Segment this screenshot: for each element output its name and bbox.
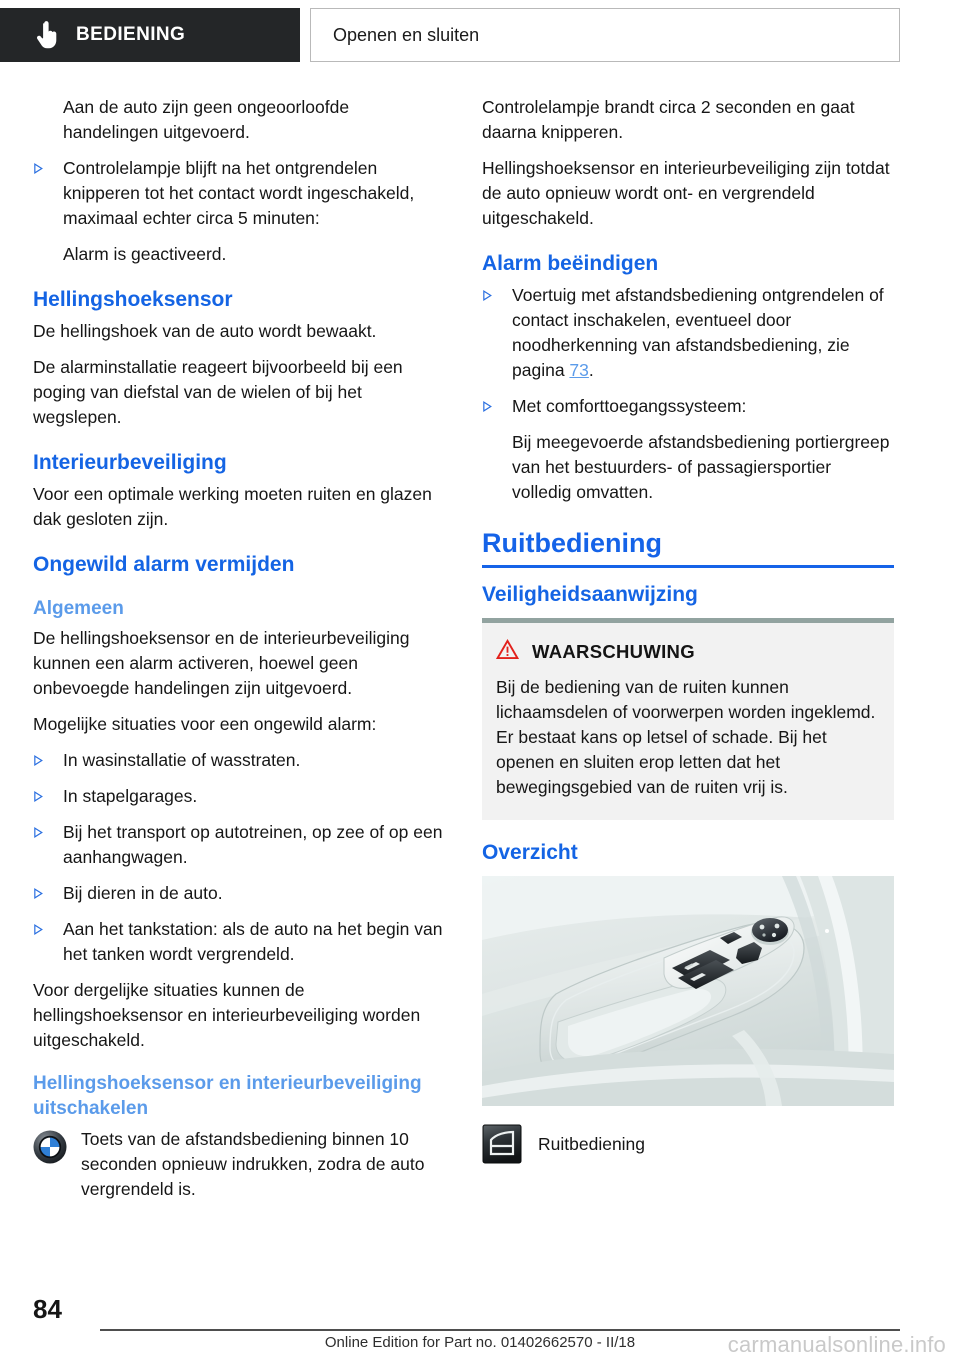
bullet-item <box>33 156 445 231</box>
heading-interieurbeveiliging: Interieurbeveiliging <box>33 451 227 474</box>
bullet-label: Met comforttoegangssysteem: <box>512 396 747 416</box>
paragraph: Bij meegevoerde afstandsbediening portiergreep van het bestuurders- of passagiersportier volledig omvatten. <box>512 432 890 502</box>
triangle-bullet-icon <box>33 881 63 899</box>
heading-overzicht: Overzicht <box>482 841 578 864</box>
triangle-bullet-icon <box>482 394 512 412</box>
page-reference-link[interactable]: 73 <box>569 360 589 380</box>
heading-uitschakelen: Hellingshoeksensor en interieurbeveiliging uitschakelen <box>33 1073 422 1119</box>
triangle-bullet-icon <box>33 784 63 802</box>
paragraph: De hellingshoek van de auto wordt bewaakt. <box>33 321 377 341</box>
bmw-note <box>33 1127 445 1202</box>
bullet-label: Aan het tankstation: als de auto na het begin van het tanken wordt vergrendeld. <box>63 919 443 964</box>
heading-ongewild-alarm-vermijden: Ongewild alarm vermijden <box>33 553 295 576</box>
paragraph: Voor dergelijke situaties kunnen de hellingshoeksensor en interieurbeveiliging worden uitgeschakeld. <box>33 980 421 1050</box>
bullet-item <box>33 881 445 906</box>
legend-label: Ruitbediening <box>538 1133 646 1154</box>
bullet-item <box>482 283 894 383</box>
bmw-roundel-icon <box>33 1130 67 1169</box>
bullet-item <box>33 784 445 809</box>
door-panel-figure <box>482 876 894 1106</box>
bmw-note-text: Toets van de afstandsbediening binnen 10 seconden opnieuw indrukken, zodra de auto vergrendeld is. <box>81 1129 425 1199</box>
paragraph: Alarm is geactiveerd. <box>63 244 227 264</box>
triangle-bullet-icon <box>33 156 63 174</box>
footer-divider <box>100 1329 900 1331</box>
page-columns <box>0 95 960 1275</box>
left-column <box>33 95 445 1202</box>
page-number: 84 <box>33 1294 62 1324</box>
paragraph: De hellingshoeksensor en de interieurbeveiliging kunnen een alarm activeren, hoewel geen onbevoegde handelingen zijn uitgevoerd. <box>33 628 410 698</box>
chapter-label: BEDIENING <box>76 24 186 45</box>
edition-note: Online Edition for Part no. 01402662570 - II/18 <box>324 1334 636 1351</box>
section-label: Openen en sluiten <box>333 24 480 45</box>
heading-ruitbediening: Ruitbediening <box>482 527 894 568</box>
warning-box <box>482 618 894 820</box>
bullet-label: In wasinstallatie of wasstraten. <box>63 750 301 770</box>
warning-body: Bij de bediening van de ruiten kunnen lichaamsdelen of voorwerpen worden ingeklemd. Er bestaat kans op letsel of schade. Bij het openen en sluiten erop letten dat het bewegingsgebied van de ruiten vrij is. <box>496 677 876 797</box>
warning-triangle-icon <box>496 639 519 665</box>
paragraph: Mogelijke situaties voor een ongewild alarm: <box>33 714 377 734</box>
bullet-item <box>33 748 445 773</box>
bullet-text-before: Voertuig met afstandsbediening ontgrendelen of contact inschakelen, eventueel door noodherkenning van afstandsbediening, zie pagina <box>512 285 884 380</box>
bullet-label: Bij dieren in de auto. <box>63 883 223 903</box>
triangle-bullet-icon <box>33 820 63 838</box>
paragraph: Hellingshoeksensor en interieurbeveiliging zijn totdat de auto opnieuw wordt ont- en vergrendeld uitgeschakeld. <box>482 158 890 228</box>
site-watermark: carmanualsonline.info <box>727 1332 946 1357</box>
paragraph: Controlelampje brandt circa 2 seconden en gaat daarna knipperen. <box>482 97 855 142</box>
heading-alarm-beeindigen: Alarm beëindigen <box>482 252 659 275</box>
paragraph: Aan de auto zijn geen ongeoorloofde handelingen uitgevoerd. <box>63 97 350 142</box>
heading-hellingshoeksensor: Hellingshoeksensor <box>33 288 233 311</box>
right-column <box>482 95 894 1164</box>
section-tab <box>310 8 900 62</box>
page-header <box>0 8 960 64</box>
triangle-bullet-icon <box>33 917 63 935</box>
bullet-item <box>33 917 445 967</box>
page-footer <box>0 1272 960 1362</box>
warning-header <box>496 639 880 665</box>
chapter-tab <box>0 8 300 62</box>
window-control-icon <box>482 1124 522 1164</box>
bullet-text-after: . <box>588 360 594 380</box>
heading-algemeen: Algemeen <box>33 598 124 619</box>
pointing-hand-icon <box>36 21 58 49</box>
bullet-item <box>33 820 445 870</box>
triangle-bullet-icon <box>482 283 512 301</box>
bullet-label-with-pageref <box>512 283 894 383</box>
heading-veiligheidsaanwijzing: Veiligheidsaanwijzing <box>482 583 698 606</box>
figure-legend-item <box>482 1124 894 1164</box>
bullet-item <box>482 394 894 419</box>
bullet-label: In stapelgarages. <box>63 786 198 806</box>
bullet-label: Controlelampje blijft na het ontgrendelen knipperen tot het contact wordt ingeschakeld, maximaal echter circa 5 minuten: <box>63 158 415 228</box>
triangle-bullet-icon <box>33 748 63 766</box>
warning-title: WAARSCHUWING <box>532 641 695 662</box>
paragraph: Voor een optimale werking moeten ruiten en glazen dak gesloten zijn. <box>33 484 432 529</box>
paragraph: De alarminstallatie reageert bijvoorbeeld bij een poging van diefstal van de wielen of bij het wegslepen. <box>33 357 403 427</box>
bullet-label: Bij het transport op autotreinen, op zee of op een aanhangwagen. <box>63 822 443 867</box>
